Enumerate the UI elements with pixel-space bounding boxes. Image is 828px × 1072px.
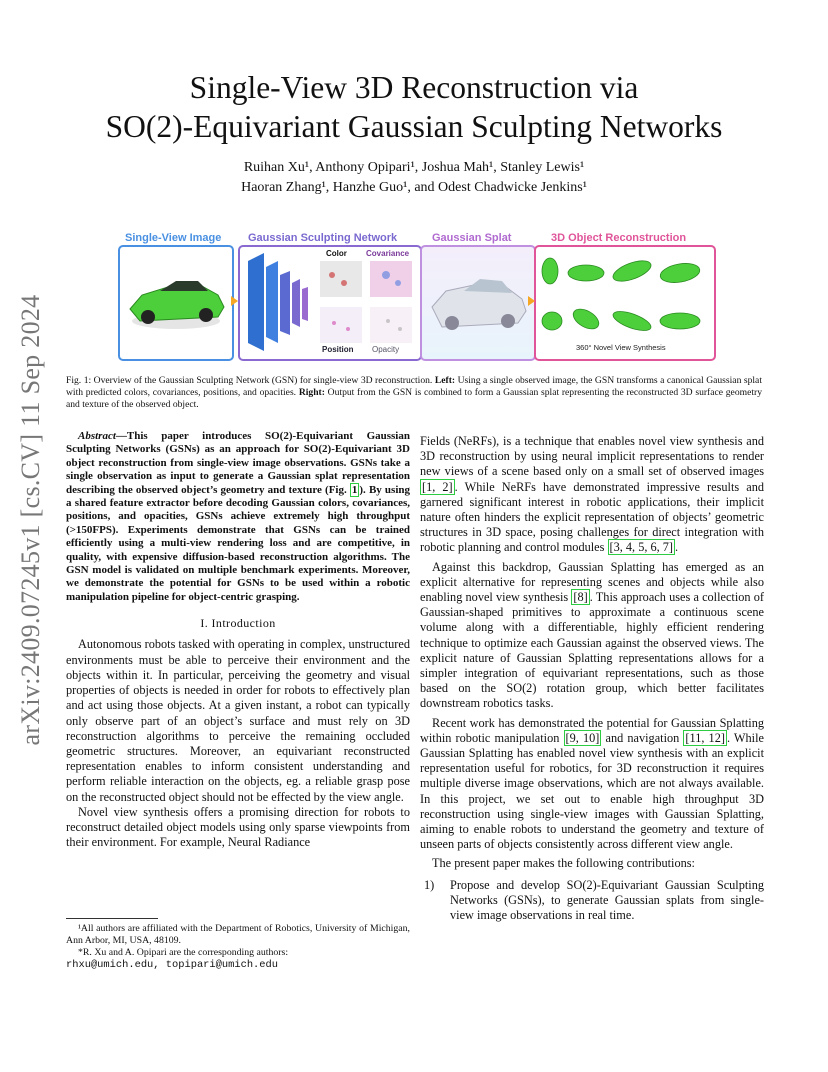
label-gsn: Gaussian Sculpting Network <box>248 232 398 244</box>
network-diagram <box>240 247 420 359</box>
title-line-1: Single-View 3D Reconstruction via <box>189 70 639 105</box>
figure-1 <box>114 228 718 362</box>
author-list <box>80 158 748 198</box>
gaussian-splat-panel <box>420 245 536 361</box>
fig-reference[interactable]: 1 <box>351 483 358 496</box>
intro-paragraph-3: Fields (NeRFs), is a technique that enables novel view synthesis and 3D reconstruction by using neural implicit representations to render new views of a scene based only on a small set of observed images [1, 2] . While NeRFs have demonstrated impressive results and garnered significant interest in robotic applications, their implicit nature often hinders the explicit representation of objects’ geometric structures in 3D space, posing challenges for direct integration with robotic planning and control modules [3, 4, 5, 6, 7] . <box>420 434 764 555</box>
green-car-image <box>120 247 232 359</box>
intro-paragraph-1: Autonomous robots tasked with operating in complex, unstructured environments must be able to perceive their environment and the objects within it. In particular, perceiving the geometry and visual properties of objects is needed in order for robots to effectively plan and act using those objects. At a given instant, a robot can typically only observe part of an object’s surface and must rely on 3D reconstruction algorithms to perceive the remaining occluded geometric structures. Moreover, an equivariant reconstructed representation enables to inform consistent understanding and perform reliable interaction on the objects, eg. a reliable grasp pose on the reconstructed object should not be effected by the view angle. <box>66 637 410 804</box>
label-position: Position <box>322 345 354 354</box>
citation-link[interactable]: [8] <box>573 590 588 605</box>
single-view-panel <box>118 245 234 361</box>
footnote-corresponding: *R. Xu and A. Opipari are the corresponding authors: <box>78 947 289 958</box>
label-single-view-image: Single-View Image <box>125 232 222 244</box>
label-opacity: Opacity <box>372 345 400 354</box>
footnote-rule <box>66 918 158 919</box>
abstract: Abstract—This paper introduces SO(2)-Equivariant Gaussian Sculpting Networks (GSNs) as an approach for SO(2)-Equivariant 3D object reconstruction from single-view image observations. GSNs take a single observation as input to generate a Gaussian splat representation describing the observed object’s geometry and texture (Fig. 1 ). By using a shared feature extractor before decoding Gaussian colors, covariances, positions, and opacities, GSNs achieve extremely high throughput (>150FPS). Experiments demonstrate that GSNs can be trained efficiently using a multi-view rendering loss and are competitive, in quality, with expensive diffusion-based reconstruction algorithms. The GSN model is validated on multiple benchmark experiments. Moreover, we demonstrate the potential for GSNs to be used within a robotic manipulation pipeline for object-centric grasping. <box>66 430 410 603</box>
citation-link[interactable]: [3, 4, 5, 6, 7] <box>609 540 674 555</box>
label-novel-view: 360° Novel View Synthesis <box>576 343 666 352</box>
authors-line-1: Ruihan Xu¹, Anthony Opipari¹, Joshua Mah¹, Stanley Lewis¹ <box>243 160 585 175</box>
footnote-emails[interactable]: rhxu@umich.edu, topipari@umich.edu <box>66 959 279 971</box>
contributions-intro: The present paper makes the following contributions: <box>432 856 695 871</box>
intro-paragraph-5: Recent work has demonstrated the potential for Gaussian Splatting within robotic manipulation [9, 10] and navigation [11, 12] . While Gaussian Splatting has enabled novel view synthesis with an explicit representation useful for robotics, for 3D reconstruction it requires multiple diverse image observations, which are not always available. In this project, we set out to enable high throughput 3D reconstruction using single-view images with Gaussian Splatting, aiming to enable robots to understand the geometry and texture of unseen parts of objects consistently across different view angle. <box>420 715 764 852</box>
label-gaussian-splat: Gaussian Splat <box>432 232 512 244</box>
reconstruction-panel <box>534 245 716 361</box>
label-color: Color <box>326 249 347 258</box>
footnote-affiliation: ¹All authors are affiliated with the Department of Robotics, University of Michigan, Ann Arbor, MI, USA, 48109. <box>66 923 410 946</box>
label-covariance: Covariance <box>366 249 410 258</box>
title-line-2: SO(2)-Equivariant Gaussian Sculpting Networks <box>105 109 723 144</box>
authors-line-2: Haoran Zhang¹, Hanzhe Guo¹, and Odest Chadwicke Jenkins¹ <box>241 180 587 195</box>
citation-link[interactable]: [9, 10] <box>565 730 600 745</box>
intro-paragraph-4: Against this backdrop, Gaussian Splatting has emerged as an explicit alternative for representing scenes and objects while also enabling novel view synthesis [8] . This approach uses a collection of Gaussian-shaped primitives to approximate a continuous scene volume along with a differentiable, highly efficient rendering technique to optimize each Gaussian against the observed views. The explicit nature of Gaussian Splatting representations allows for a simpler integration of equivariant representations, such as those based on the SO(2) rotation group, which better facilitates downstream robotics tasks. <box>420 559 764 711</box>
section-heading-introduction: I. Introduction <box>200 616 276 631</box>
figure-caption: Fig. 1: Overview of the Gaussian Sculpting Network (GSN) for single-view 3D reconstruction. Left: Using a single observed image, the GSN transforms a canonical Gaussian splat with predicted colors, covariances, positions, and opacities. Right: Output from the GSN is combined to form a Gaussian splat representing the reconstructed 3D surface geometry and texture of the observed object. <box>66 375 762 411</box>
left-column <box>66 430 410 850</box>
arrow-icon <box>528 296 535 306</box>
intro-paragraph-2: Novel view synthesis offers a promising direction for robots to reconstruct detailed object models using only sparse viewpoints from their environment. For example, Neural Radiance <box>66 804 410 850</box>
arxiv-stamp: arXiv:2409.07245v1 [cs.CV] 11 Sep 2024 <box>16 294 45 746</box>
citation-link[interactable]: [11, 12] <box>685 730 725 745</box>
label-3d-reconstruction: 3D Object Reconstruction <box>551 232 687 244</box>
footnotes <box>66 923 410 971</box>
splat-car-image <box>422 247 534 359</box>
gsn-panel <box>238 245 422 361</box>
right-column <box>420 434 764 923</box>
paper-title <box>60 68 768 146</box>
contribution-item-1: 1) Propose and develop SO(2)-Equivariant Gaussian Sculpting Networks (GSNs), to generate Gaussian splats from single-view image observations in real time. <box>424 877 764 923</box>
citation-link[interactable]: [1, 2] <box>422 479 453 494</box>
arrow-icon <box>231 296 238 306</box>
